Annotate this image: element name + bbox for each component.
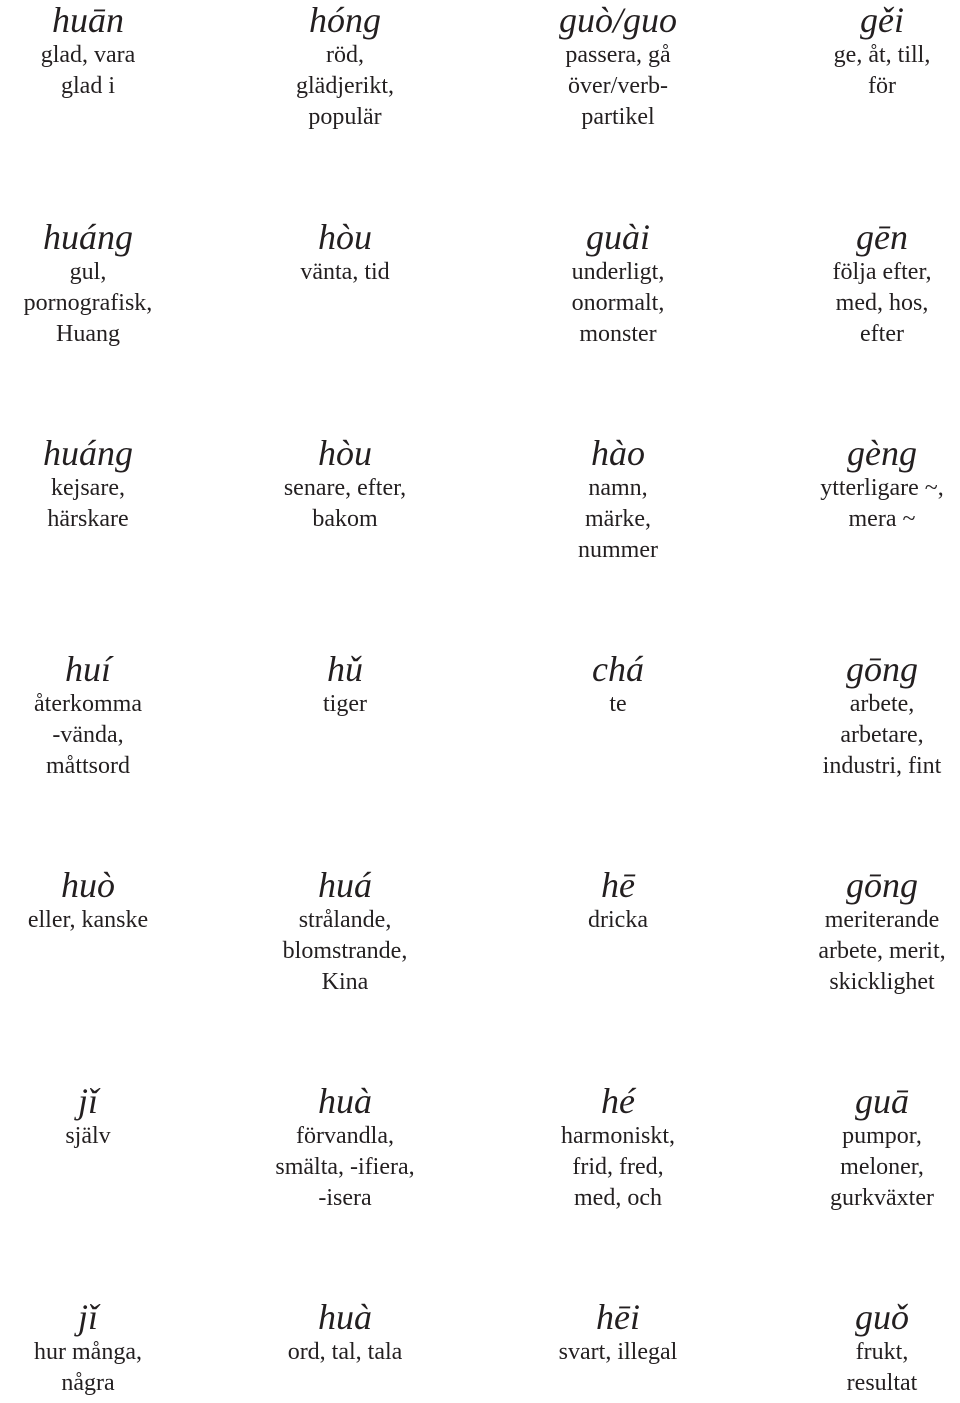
swedish-meaning: dricka bbox=[588, 907, 648, 933]
vocab-card bbox=[225, 0, 465, 133]
pinyin-word: huá bbox=[318, 865, 372, 905]
pinyin-word: chá bbox=[592, 649, 644, 689]
vocab-card bbox=[225, 433, 465, 535]
vocab-card bbox=[498, 1081, 738, 1214]
swedish-meaning: röd, glädjerikt, populär bbox=[296, 42, 394, 130]
vocab-card bbox=[225, 217, 465, 288]
vocab-card bbox=[0, 649, 208, 782]
vocab-card bbox=[498, 649, 738, 720]
swedish-meaning: ytterligare ~, mera ~ bbox=[820, 475, 944, 532]
swedish-meaning: frukt, resultat bbox=[846, 1339, 918, 1396]
pinyin-word: guài bbox=[585, 217, 650, 257]
vocab-card bbox=[0, 433, 208, 535]
vocab-card bbox=[225, 865, 465, 998]
swedish-meaning: svart, illegal bbox=[558, 1339, 678, 1365]
vocab-card bbox=[498, 217, 738, 350]
vocab-card bbox=[0, 1081, 208, 1152]
pinyin-word: jǐ bbox=[77, 1297, 98, 1337]
pinyin-word: hóng bbox=[309, 0, 381, 40]
pinyin-word: gōng bbox=[846, 649, 918, 689]
swedish-meaning: vänta, tid bbox=[300, 259, 390, 285]
vocab-card bbox=[498, 1297, 738, 1368]
swedish-meaning: namn, märke, nummer bbox=[578, 475, 658, 563]
swedish-meaning: tiger bbox=[323, 691, 367, 717]
pinyin-word: jǐ bbox=[77, 1081, 98, 1121]
pinyin-word: guǒ bbox=[855, 1297, 909, 1337]
pinyin-word: hǔ bbox=[327, 649, 363, 689]
swedish-meaning: meriterande arbete, merit, skicklighet bbox=[818, 907, 946, 995]
vocab-card bbox=[225, 1297, 465, 1368]
pinyin-word: hào bbox=[591, 433, 645, 473]
pinyin-word: huà bbox=[318, 1297, 372, 1337]
swedish-meaning: harmoniskt, frid, fred, med, och bbox=[561, 1123, 675, 1211]
pinyin-word: huà bbox=[318, 1081, 372, 1121]
swedish-meaning: glad, vara glad i bbox=[40, 42, 136, 99]
swedish-meaning: arbete, arbetare, industri, fint bbox=[822, 691, 942, 779]
swedish-meaning: återkomma -vända, måttsord bbox=[34, 691, 142, 779]
vocab-card bbox=[0, 217, 208, 350]
pinyin-word: huáng bbox=[43, 433, 133, 473]
vocab-card bbox=[225, 1081, 465, 1214]
vocab-card bbox=[762, 649, 960, 782]
pinyin-word: hòu bbox=[318, 217, 372, 257]
swedish-meaning: ge, åt, till, för bbox=[833, 42, 931, 99]
pinyin-word: huí bbox=[64, 649, 111, 689]
vocab-card bbox=[0, 0, 208, 102]
pinyin-word: huān bbox=[52, 0, 124, 40]
swedish-meaning: underligt, onormalt, monster bbox=[571, 259, 665, 347]
swedish-meaning: själv bbox=[65, 1123, 111, 1149]
swedish-meaning: gul, pornografisk, Huang bbox=[23, 259, 153, 347]
vocab-card bbox=[498, 865, 738, 936]
vocab-card bbox=[225, 649, 465, 720]
vocab-card bbox=[762, 865, 960, 998]
swedish-meaning: pumpor, meloner, gurkväxter bbox=[830, 1123, 934, 1211]
swedish-meaning: senare, efter, bakom bbox=[283, 475, 407, 532]
swedish-meaning: följa efter, med, hos, efter bbox=[832, 259, 932, 347]
pinyin-word: guò/guo bbox=[558, 0, 677, 40]
swedish-meaning: passera, gå över/verb- partikel bbox=[565, 42, 671, 130]
pinyin-word: hē bbox=[601, 865, 635, 905]
pinyin-word: huò bbox=[61, 865, 115, 905]
pinyin-word: hòu bbox=[318, 433, 372, 473]
swedish-meaning: eller, kanske bbox=[27, 907, 149, 933]
pinyin-word: huáng bbox=[43, 217, 133, 257]
swedish-meaning: te bbox=[609, 691, 627, 717]
swedish-meaning: strålande, blomstrande, Kina bbox=[282, 907, 408, 995]
pinyin-word: gōng bbox=[846, 865, 918, 905]
vocab-card bbox=[762, 1081, 960, 1214]
vocab-card bbox=[498, 0, 738, 133]
swedish-meaning: hur många, några bbox=[34, 1339, 142, 1396]
vocab-card bbox=[762, 1297, 960, 1399]
vocab-card bbox=[762, 433, 960, 535]
vocab-card bbox=[498, 433, 738, 566]
vocab-card bbox=[0, 1297, 208, 1399]
swedish-meaning: förvandla, smälta, -ifiera, -isera bbox=[275, 1123, 415, 1211]
swedish-meaning: ord, tal, tala bbox=[287, 1339, 403, 1365]
pinyin-word: hēi bbox=[596, 1297, 640, 1337]
vocab-card bbox=[0, 865, 208, 936]
pinyin-word: gēn bbox=[856, 217, 908, 257]
pinyin-word: hé bbox=[601, 1081, 635, 1121]
pinyin-word: gèng bbox=[847, 433, 917, 473]
vocab-card bbox=[762, 217, 960, 350]
pinyin-word: gěi bbox=[860, 0, 904, 40]
swedish-meaning: kejsare, härskare bbox=[47, 475, 129, 532]
vocab-card bbox=[762, 0, 960, 102]
pinyin-word: guā bbox=[855, 1081, 909, 1121]
